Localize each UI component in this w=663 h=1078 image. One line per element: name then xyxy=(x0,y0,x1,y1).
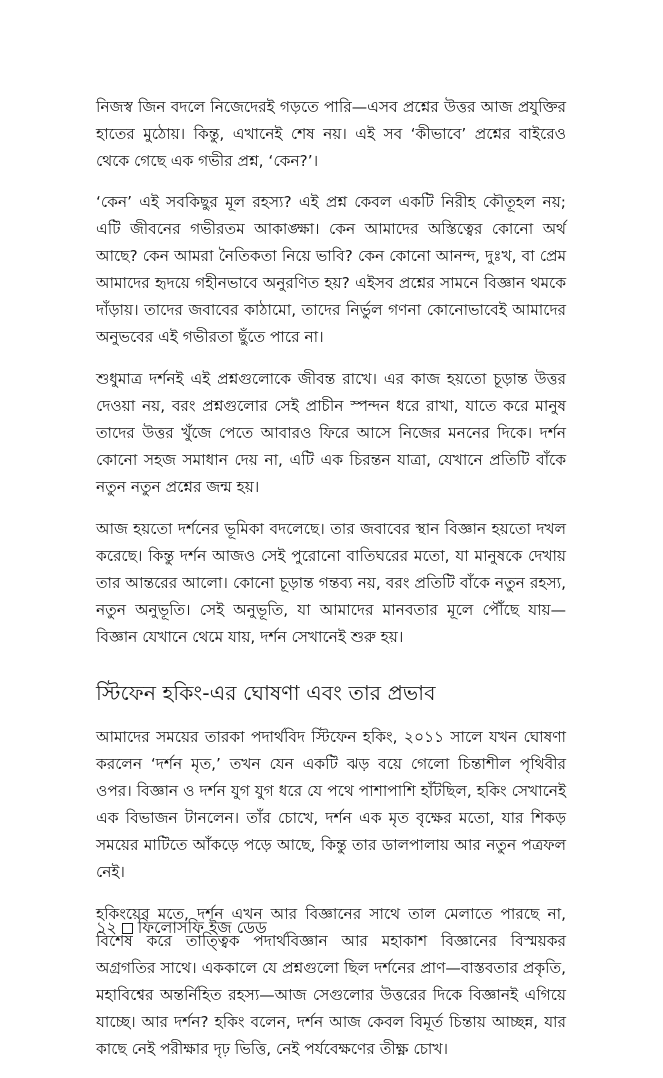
paragraph: আজ হয়তো দর্শনের ভূমিকা বদলেছে। তার জবাবের স্থান বিজ্ঞান হয়তো দখল করেছে। কিন্তু দর্শন আজও সেই পুরোনো বাতিঘরের মতো, যা মানুষকে দেখায় তার আন্তরের আলো। কোনো চূড়ান্ত গন্তব্য নয়, বরং প্রতিটি বাঁকে নতুন রহস্য, নতুন অনুভূতি। সেই অনুভূতি, যা আমাদের মানবতার মূলে পৌঁছে যায়—বিজ্ঞান যেখানে থেমে যায়, দর্শন সেখানেই শুরু হয়। xyxy=(96,520,566,646)
paragraph: নিজস্ব জিন বদলে নিজেদেরই গড়তে পারি—এসব প্রশ্নের উত্তর আজ প্রযুক্তির হাতের মুঠোয়। কিন্তু, এখানেই শেষ নয়। এই সব ‘কীভাবে’ প্রশ্নের বাইরেও থেকে গেছে এক গভীর প্রশ্ন, ‘কেন?’। xyxy=(96,98,566,170)
running-book-title: ফিলোসফি ইজ ডেড xyxy=(137,918,267,937)
paragraph: হকিংয়ের মতে, দর্শন এখন আর বিজ্ঞানের সাথে তাল মেলাতে পারছে না, বিশেষ করে তাত্ত্বিক পদার্থবিজ্ঞান আর মহাকাশ বিজ্ঞানের বিস্ময়কর অগ্রগতির সাথে। এককালে যে প্রশ্নগুলো ছিল দর্শনের প্রাণ—বাস্তবতার প্রকৃতি, মহাবিশ্বের অন্তর্নিহিত রহস্য—আজ সেগুলোর উত্তরের দিকে বিজ্ঞানই এগিয়ে যাচ্ছে। আর দর্শন? হকিং বলেন, দর্শন আজ কেবল বিমূর্ত চিন্তায় আচ্ছন্ন, যার কাছে নেই পরীক্ষার দৃঢ় ভিত্তি, নেই পর্যবেক্ষণের তীক্ষ্ণ চোখ। xyxy=(96,905,566,1058)
paragraph: শুধুমাত্র দর্শনই এই প্রশ্নগুলোকে জীবন্ত রাখে। এর কাজ হয়তো চূড়ান্ত উত্তর দেওয়া নয়, বরং প্রশ্নগুলোর সেই প্রাচীন স্পন্দন ধরে রাখা, যাতে করে মানুষ তাদের উত্তর খুঁজে পেতে আবারও ফিরে আসে নিজের মননের দিকে। দর্শন কোনো সহজ সমাধান দেয় না, এটি এক চিরন্তন যাত্রা, যেখানে প্রতিটি বাঁকে নতুন নতুন প্রশ্নের জন্ম হয়। xyxy=(96,370,566,496)
page-footer xyxy=(96,914,267,942)
section-heading: স্টিফেন হকিং-এর ঘোষণা এবং তার প্রভাব xyxy=(96,681,436,705)
page-number: ১২ xyxy=(96,918,117,937)
paragraph: আমাদের সময়ের তারকা পদার্থবিদ স্টিফেন হকিং, ২০১১ সালে যখন ঘোষণা করলেন ‘দর্শন মৃত,’ তখন যেন একটি ঝড় বয়ে গেলো চিন্তাশীল পৃথিবীর ওপর। বিজ্ঞান ও দর্শন যুগ যুগ ধরে যে পথে পাশাপাশি হাঁটছিল, হকিং সেখানেই এক বিভাজন টানলেন। তাঁর চোখে, দর্শন এক মৃত বৃক্ষের মতো, যার শিকড় সময়ের মাটিতে আঁকড়ে পড়ে আছে, কিন্তু তার ডালপালায় আর নতুন পত্রফল নেই। xyxy=(96,728,566,881)
paragraph: ‘কেন’ এই সবকিছুর মূল রহস্য? এই প্রশ্ন কেবল একটি নিরীহ কৌতূহল নয়; এটি জীবনের গভীরতম আকাঙ্ক্ষা। কেন আমাদের অস্তিত্বের কোনো অর্থ আছে? কেন আমরা নৈতিকতা নিয়ে ভাবি? কেন কোনো আনন্দ, দুঃখ, বা প্রেম আমাদের হৃদয়ে গহীনভাবে অনুরণিত হয়? এইসব প্রশ্নের সামনে বিজ্ঞান থমকে দাঁড়ায়। তাদের জবাবের কাঠামো, তাদের নির্ভুল গণনা কোনোভাবেই আমাদের অনুভবের এই গভীরতা ছুঁতে পারে না। xyxy=(96,193,566,346)
square-separator-icon xyxy=(122,923,133,934)
